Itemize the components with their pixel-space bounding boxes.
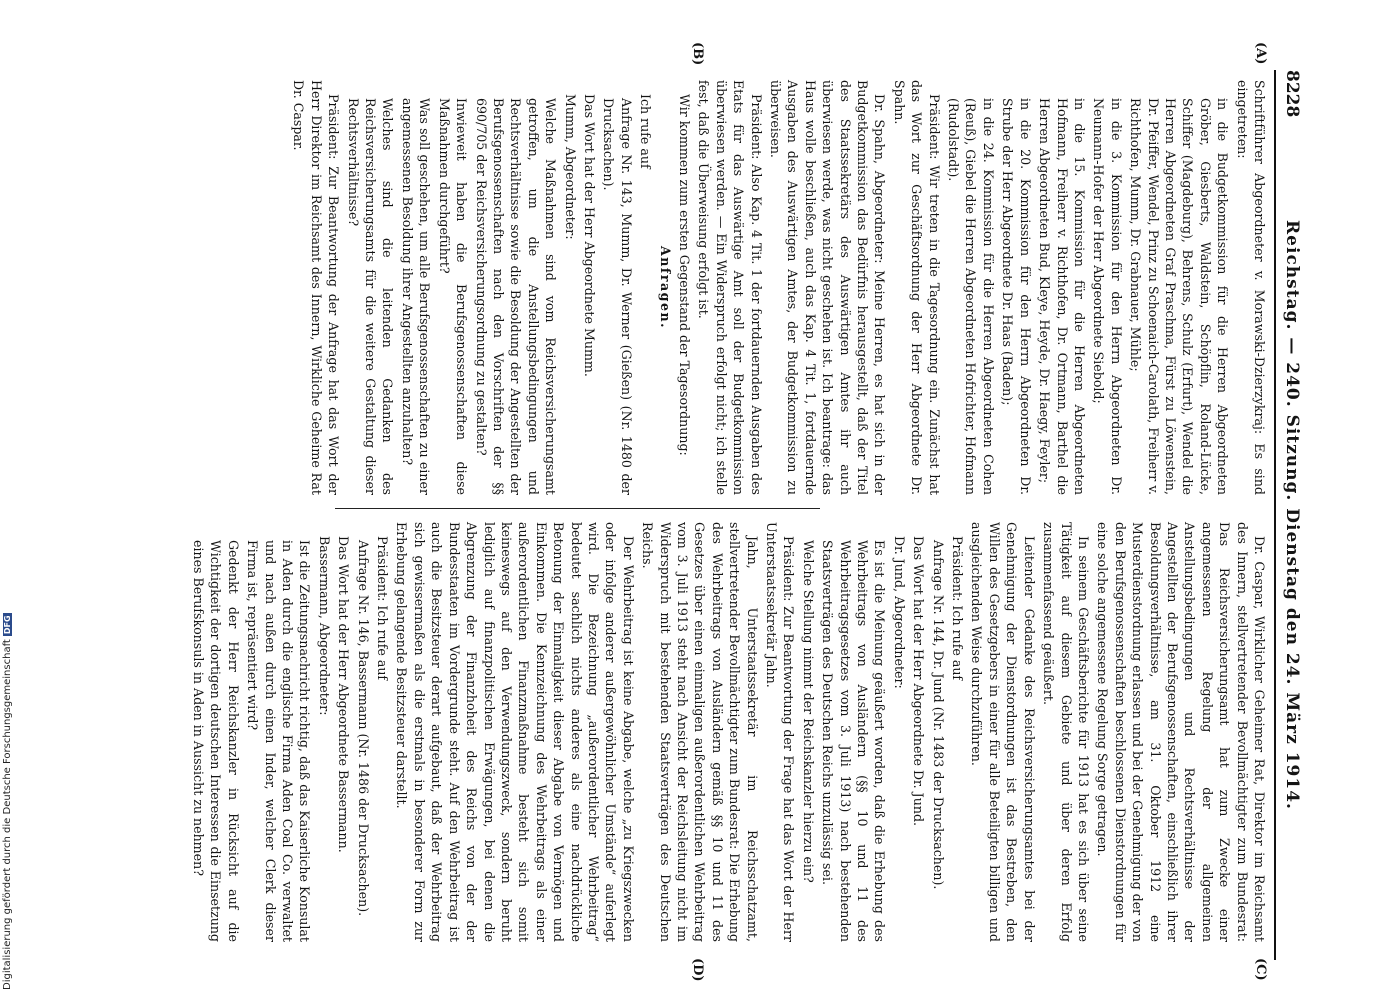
paragraph: Dr. Spahn, Abgeordneter: Meine Herren, es hat sich in der Budgetkommission das Bedürfnis herausgestellt, daß der Titel des Staatssekretärs des Auswärtigen Amtes ihr auch überwiesen werde, was nicht geschehen ist. Ich beantrage: das Haus wolle beschließen, auch das Kap. 4 Tit. 1, fortdauernde Ausgaben des Auswärtigen Amtes, der Budgetkommission zu überweisen. [768, 80, 888, 495]
paragraph: Der Wehrbeitrag ist keine Abgabe, welche „zu Kriegszwecken oder infolge anderer außergewöhnlicher Umstände“ auferlegt wird. Die Bezeichnung „außerordentlicher Wehrbeitrag“ bedeutet sachlich nichts anderes als eine nachdrückliche Betonung der Einmaligkeit dieser Abgabe von Vermögen und Einkommen. Die Kennzeichnung des Wehrbeitrags als einer außerordentlichen Finanzmaßnahme besteht sich somit keineswegs auf den Verwendungszweck, sondern beruht lediglich auf finanzpolitischen Erwägungen, bei denen die Abgrenzung der Finanzhoheit des Reichs von der der Bundesstaaten im Vordergrunde steht. Auf den Wehrbeitrag ist auch die Besitzsteuer derart aufgebaut, daß der Wehrbeitrag sich gewissermaßen als die erstmals in besonderer Form zur Erhebung gelangende Besitzsteuer darstellt. [394, 522, 636, 942]
paragraph: Gedenkt der Herr Reichskanzler in Rücksicht auf die Wichtigkeit der dortigen deutschen Interessen die Einsetzung eines Berufskonsuls in Aden in Aussicht zu nehmen? [191, 540, 241, 942]
paragraph: Ich rufe auf [638, 94, 654, 169]
paragraph: In seinem Geschäftsberichte für 1913 hat es sich über seine Tätigkeit auf diesem Gebiete und über deren Erfolg zusammenfassend geäußert. [1041, 522, 1091, 942]
paragraph: Dr. Jund, Abgeordneter: [891, 536, 907, 689]
paragraph: in die 15. Kommission für die Herren Abgeordneten Hofmann, Freiherr v. Richthofen, Dr. Ortmann, Barthel die Herren Abgeordneten Bud, Kleye, Heyde, Dr. Haegy, Feyler; [1037, 98, 1087, 495]
section-heading [656, 80, 673, 495]
paragraph: Welche Stellung nimmt der Reichskanzler hierzu ein? [800, 540, 816, 883]
paragraph: Schriftführer Abgeordneter v. Morawski-Dzierzykraj: Es sind eingetreten: [1234, 80, 1267, 495]
margin-mark-d: (D) [690, 958, 705, 982]
paragraph: Dr. Caspar, Wirklicher Geheimer Rat, Direktor im Reichsamt des Innern, stellvertretender Bevollmächtigter zum Bundesrat: Das Reichsversicherungsamt hat zum Zwecke einer angemessenen Regelung der allgemeinen Anstellungsbedingungen und Rechtsverhältnisse der Angestellten der Berufsgenossenschaften, einschließlich ihrer Besoldungsverhältnisse, am 31. Oktober 1912 eine Musterdienstordnung erlassen und bei der Genehmigung der von den Berufsgenossenschaften beschlossenen Dienstordnungen für eine solche angemessene Regelung Sorge getragen. [1095, 522, 1267, 942]
column-divider [335, 508, 820, 509]
margin-mark-a: (A) [1253, 42, 1268, 65]
section-heading-text: Anfragen. [657, 246, 673, 329]
paragraph: Welche Maßnahmen sind vom Reichsversicherungsamt getroffen, um die Anstellungsbedingungen und Rechtsverhältnisse sowie die Besoldung der Angestellten der Berufsgenossenschaften nach den Vorschriften der §§ 690/705 der Reichsversicherungsordnung zu gestalten? [473, 98, 559, 495]
paragraph: Wir kommen zum ersten Gegenstand der Tagesordnung: [677, 94, 692, 456]
paragraph: Es ist die Meinung geäußert worden, daß die Erhebung des Wehrbeitrags von Ausländern (§§ 10 und 11 des Wehrbeitragsgesetzes vom 3. Juli 1913) nach bestehenden Staatsverträgen des Deutschen Reichs unzulässig sei. [820, 540, 888, 942]
paragraph: Das Wort hat der Herr Abgeordnete Mumm. [581, 94, 597, 377]
header-title: Reichstag. — 240. Sitzung. Dienstag den 24. März 1914. [1282, 220, 1302, 810]
margin-mark-c: (C) [1253, 958, 1268, 981]
right-column [188, 522, 1268, 942]
left-column [288, 80, 1268, 495]
paragraph: Welches sind die leitenden Gedanken des Reichsversicherungsamts für die weitere Gestaltung dieser Rechtsverhältnisse? [345, 98, 396, 495]
credit-text [2, 613, 13, 990]
margin-mark-b: (B) [690, 42, 705, 66]
paragraph: Ist die Zeitungsnachricht richtig, daß das Kaiserliche Konsulat in Aden durch die englische Firma Aden Coal Co. verwaltet und nach außen durch einen Inder, welcher Clerk dieser Firma ist, repräsentiert wird? [245, 540, 313, 942]
paragraph: Anfrage Nr. 143, Mumm, Dr. Werner (Gießen) (Nr. 1480 der Drucksachen). [601, 98, 634, 495]
paragraph: in die 20. Kommission für den Herrn Abgeordneten Dr. Strube der Herr Abgeordnete Dr. Haas (Baden); [1000, 98, 1033, 495]
paragraph: Präsident: Wir treten in die Tagesordnung ein. Zunächst hat das Wort zur Geschäftsordnung der Herr Abgeordnete Dr. Spahn. [891, 80, 942, 495]
paragraph: Das Wort hat der Herr Abgeordnete Bassermann. [336, 536, 352, 853]
paragraph: Präsident: Also Kap. 4 Tit. 1 der fortdauernden Ausgaben des Etats für das Auswärtige Amt soll der Budgetkommission überwiesen werden. — Ein Widerspruch erfolgt nicht; ich stelle fest, daß die Überweisung erfolgt ist. [696, 80, 764, 495]
paragraph: Anfrage Nr. 146, Bassermann (Nr. 1486 der Drucksachen). [355, 540, 371, 917]
paragraph: Das Wort hat der Herr Abgeordnete Dr. Jund. [911, 536, 927, 827]
paragraph: Jahn, Unterstaatssekretär im Reichsschatzamt, stellvertretender Bevollmächtigter zum Bundesrat: Die Erhebung des Wehrbeitrags von Ausländern gemäß §§ 10 und 11 des Gesetzes über einen einmaligen außerordentlichen Wehrbeitrag vom 3. Juli 1913 steht nach Ansicht der Reichsleitung nicht im Widerspruch mit bestehenden Staatsverträgen des Deutschen Reichs. [640, 522, 760, 942]
dfg-logo: DFG [3, 615, 12, 635]
paragraph: Anfrage Nr. 144, Dr. Jund (Nr. 1483 der Drucksachen). [930, 540, 946, 890]
credit-label: Digitalisierung gefördert durch die Deutsche Forschungsgemeinschaft [2, 639, 13, 990]
paragraph: Präsident: Zur Beantwortung der Anfrage hat das Wort der Herr Direktor im Reichsamt des Innern, Wirkliche Geheime Rat Dr. Caspar. [291, 80, 342, 495]
paragraph: in die 24. Kommission für die Herren Abgeordneten Cohen (Reuß), Giebel die Herren Abgeordneten Hofrichter, Hofmann (Rudolstadt). [946, 98, 996, 495]
paragraph: Mumm, Abgeordneter: [562, 94, 578, 240]
paragraph: Leitender Gedanke des Reichsversicherungsamtes bei der Genehmigung der Dienstordnungen ist das Bestreben, den Willen des Gesetzgebers in einer für alle Beteiligten billigen und ausgleichenden Weise durchzuführen. [969, 522, 1037, 942]
paragraph: Präsident: Zur Beantwortung der Frage hat das Wort der Herr Unterstaatssekretär Jahn. [764, 522, 797, 942]
paragraph: in die Budgetkommission für die Herren Abgeordneten Gröber, Giesberts, Waldstein, Schöpflin, Roland-Lücke, Schiffer (Magdeburg), Behrens, Schulz (Erfurt), Wendel die Herren Abgeordneten Graf Praschma, Fürst zu Löwenstein, Dr. Pfeiffer, Wendel, Prinz zu Schoenaich-Carolath, Freiherr v. Richthofen, Mumm, Dr. Grabnauer, Mühle; [1128, 98, 1231, 495]
paragraph: Was soll geschehen, um alle Berufsgenossenschaften zu einer angemessenen Besoldung ihrer Angestellten anzuhalten? [399, 98, 433, 495]
paragraph: Präsident: Ich rufe auf [375, 536, 391, 681]
paragraph: Inwieweit haben die Berufsgenossenschaften diese Maßnahmen durchgeführt? [436, 98, 470, 495]
page-number: 8228 [1282, 70, 1302, 118]
paragraph: Bassermann, Abgeordneter: [316, 536, 332, 716]
page-header [1274, 70, 1310, 960]
paragraph: in die 3. Kommission für den Herrn Abgeordneten Dr. Neumann-Hofer der Herr Abgeordnete Siebold; [1091, 98, 1124, 495]
paragraph: Präsident: Ich rufe auf [950, 536, 966, 681]
